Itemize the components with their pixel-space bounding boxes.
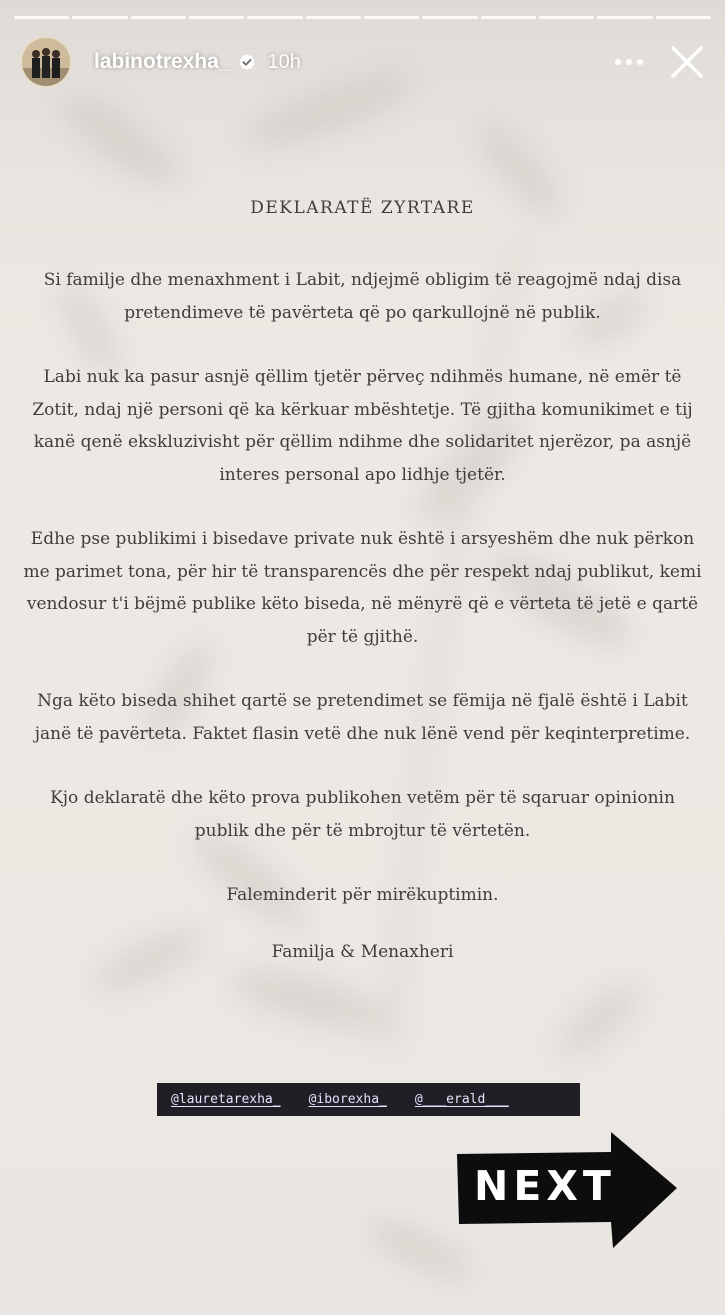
progress-segment (539, 16, 594, 19)
progress-segment (422, 16, 477, 19)
declaration-paragraph: Edhe pse publikimi i bisedave private nuk është i arsyeshëm dhe nuk përkon me parimet tona, për hir të transparencës dhe për respekt ndaj publikut, kemi vendosur t'i bëjmë publike këto biseda, në mënyrë që e vërteta të jetë e qartë për të gjithë. (23, 529, 702, 647)
progress-segment (306, 16, 361, 19)
progress-segment (656, 16, 711, 19)
verified-badge-icon (238, 53, 256, 71)
profile-avatar-icon (22, 38, 70, 86)
next-arrow-sticker[interactable] (455, 1130, 677, 1250)
declaration-title: DEKLARATË ZYRTARE (250, 198, 475, 218)
mention-sticker (157, 1083, 580, 1116)
declaration-paragraph: Nga këto biseda shihet qartë se pretendimet se fëmija në fjalë është i Labit janë të pavërteta. Faktet flasin vetë dhe nuk lënë vend për keqinterpretime. (34, 691, 691, 744)
more-options-button[interactable] (609, 42, 649, 82)
story-progress-bar (14, 16, 711, 20)
progress-segment (131, 16, 186, 19)
progress-segment (597, 16, 652, 19)
avatar[interactable] (20, 36, 72, 88)
declaration-paragraph: Si familje dhe menaxhment i Labit, ndjejmë obligim të reagojmë ndaj disa pretendimeve të pavërteta që po qarkullojnë në publik. (43, 270, 682, 323)
progress-segment (364, 16, 419, 19)
mention-link[interactable]: @___erald___ (414, 1092, 509, 1107)
declaration-signature: Familja & Menaxheri (271, 941, 454, 962)
next-label: NEXT (474, 1162, 616, 1210)
declaration-closing: Faleminderit për mirëkuptimin. (226, 885, 499, 905)
progress-segment (247, 16, 302, 19)
declaration-paragraph: Kjo deklaratë dhe këto prova publikohen vetëm për të sqaruar opinionin publik dhe për të mbrojtur të vërtetën. (50, 788, 675, 841)
story-username[interactable]: labinotrexha_ (94, 50, 231, 73)
progress-segment (481, 16, 536, 19)
progress-segment (14, 16, 69, 19)
story-timestamp: 10h (267, 50, 301, 73)
declaration-document (22, 198, 703, 962)
mention-link[interactable]: @iborexha_ (308, 1092, 387, 1107)
close-icon (670, 45, 704, 79)
story-header (20, 36, 711, 88)
close-button[interactable] (663, 38, 711, 86)
more-options-icon (614, 58, 644, 66)
progress-segment (72, 16, 127, 19)
progress-segment (189, 16, 244, 19)
mention-link[interactable]: @lauretarexha_ (171, 1092, 281, 1107)
declaration-paragraph: Labi nuk ka pasur asnjë qëllim tjetër përveç ndihmës humane, në emër të Zotit, ndaj një personi që ka kërkuar mbështetje. Të gjitha komunikimet e tij kanë qenë ekskluzivisht për qëllim ndihme dhe solidaritet njerëzor, pa asnjë interes personal apo lidhje tjetër. (32, 367, 693, 485)
